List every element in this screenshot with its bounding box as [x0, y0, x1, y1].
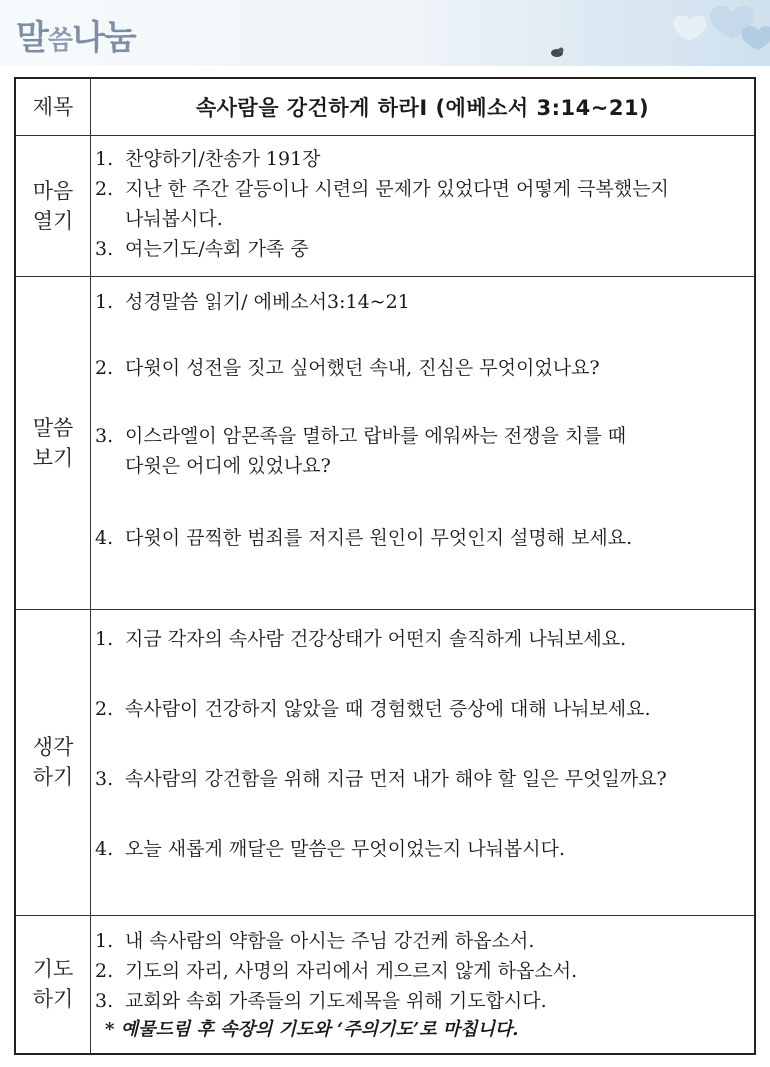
header-title: 말씀나눔 — [16, 18, 136, 58]
list-item: 2. 다윗이 성전을 짓고 싶어했던 속내, 진심은 무엇이었나요? — [95, 356, 600, 379]
section-content — [91, 915, 756, 1054]
list-item: 3. 이스라엘이 암몬족을 멸하고 랍바를 에워싸는 전쟁을 치를 때 다윗은 어디에 있었나요? — [95, 424, 627, 477]
sharing-sheet-table — [14, 77, 756, 1055]
list-item: 2. 기도의 자리, 사명의 자리에서 게으르지 않게 하옵소서. — [95, 959, 578, 982]
list-item: 4. 다윗이 끔찍한 범죄를 저지른 원인이 무엇인지 설명해 보세요. — [95, 526, 633, 549]
list-item: 3. 속사람의 강건함을 위해 지금 먼저 내가 해야 할 일은 무엇일까요? — [95, 767, 667, 790]
closing-note: * 예물드림 후 속장의 기도와 ‘주의기도’로 마칩니다. — [105, 1018, 519, 1040]
list-item: 2. 지난 한 주간 갈등이나 시련의 문제가 있었다면 어떻게 극복했는지 나눠봅시다. — [95, 177, 669, 230]
section-row — [15, 609, 755, 915]
section-row — [15, 276, 755, 609]
list-item: 2. 속사람이 건강하지 않았을 때 경험했던 증상에 대해 나눠보세요. — [95, 697, 651, 720]
list-item: 4. 오늘 새롭게 깨달은 말씀은 무엇이었는지 나눠봅시다. — [95, 837, 566, 860]
list-item: 1. 찬양하기/찬송가 191장 — [95, 147, 321, 170]
section-content — [91, 609, 756, 915]
section-label: 마음 열기 — [15, 135, 91, 276]
title-row — [15, 78, 755, 135]
list-item: 1. 성경말씀 읽기/ 에베소서3:14~21 — [95, 290, 410, 313]
list-item: 3. 교회와 속회 가족들의 기도제목을 위해 기도합시다. — [95, 989, 547, 1012]
lesson-title: 속사람을 강건하게 하라Ⅰ (에베소서 3:14~21) — [91, 78, 756, 135]
list-item: 3. 여는기도/속회 가족 중 — [95, 237, 309, 260]
section-label: 말씀 보기 — [15, 276, 91, 609]
section-row — [15, 915, 755, 1054]
bird-icon — [549, 46, 565, 58]
list-item: 1. 지금 각자의 속사람 건강상태가 어떤지 솔직하게 나눠보세요. — [95, 627, 627, 650]
title-label: 제목 — [15, 78, 91, 135]
section-content — [91, 135, 756, 276]
section-label: 생각 하기 — [15, 609, 91, 915]
section-label: 기도 하기 — [15, 915, 91, 1054]
section-content — [91, 276, 756, 609]
section-row — [15, 135, 755, 276]
list-item: 1. 내 속사람의 약함을 아시는 주님 강건케 하옵소서. — [95, 929, 535, 952]
heart-decoration-icon — [620, 0, 770, 66]
